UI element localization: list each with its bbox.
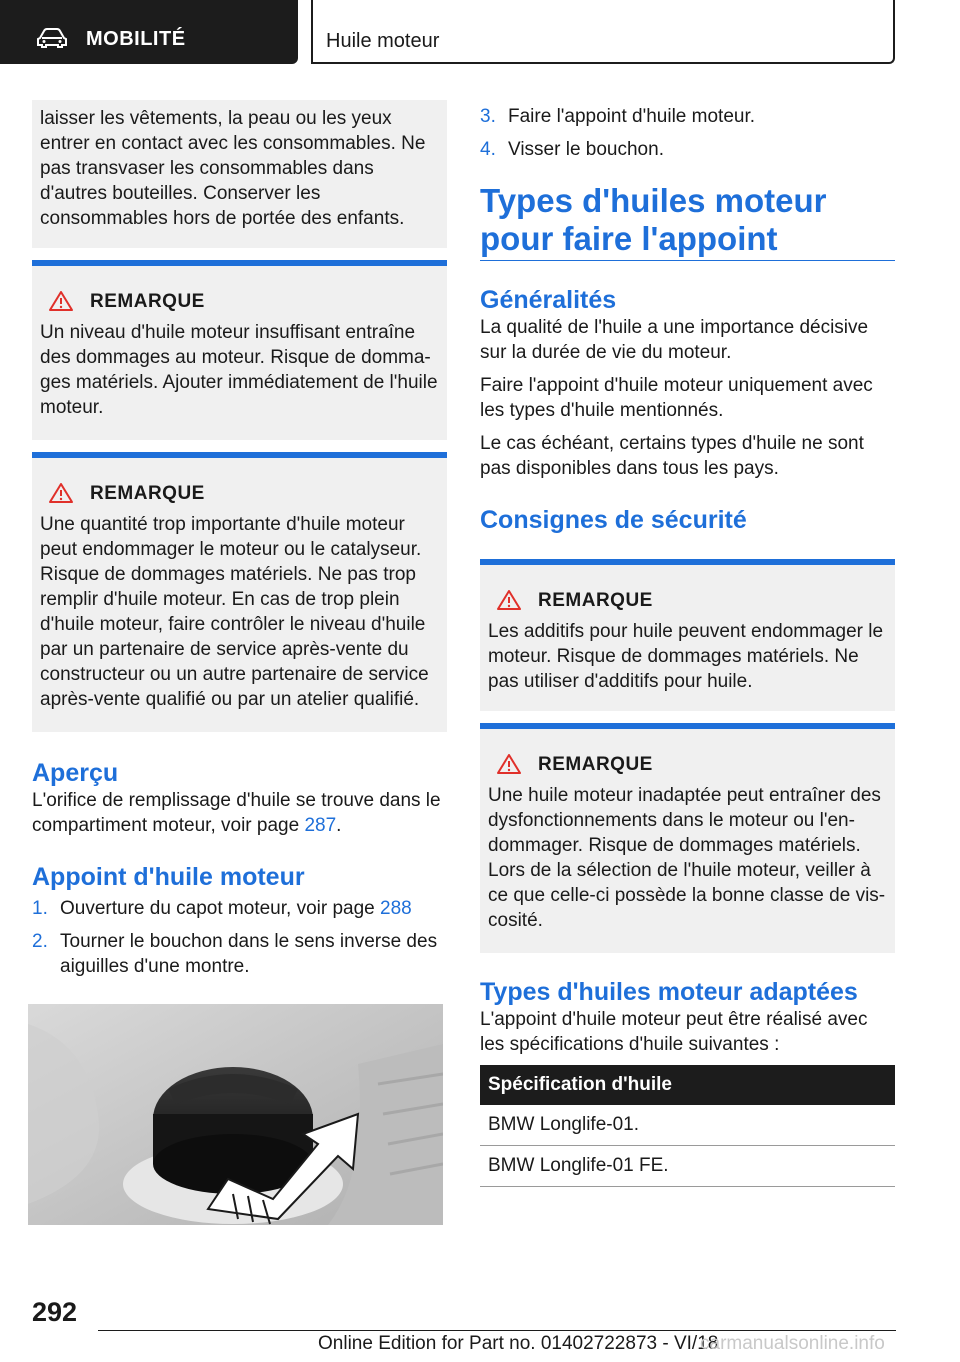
car-icon	[36, 28, 68, 48]
oil-spec-table	[480, 1065, 895, 1187]
step-text: Visser le bouchon.	[508, 139, 664, 160]
intro-box	[32, 100, 447, 248]
apercu-text: L'orifice de remplissage d'huile se trouve dans le compartiment moteur, voir page	[32, 790, 441, 836]
generalites-paragraph-2: Faire l'appoint d'huile moteur uniquement avec les types d'huile mentionnés.	[480, 375, 873, 421]
step-item	[480, 137, 895, 162]
step-text: Faire l'appoint d'huile moteur.	[508, 106, 756, 127]
warning-triangle-icon	[496, 589, 522, 611]
warning-box-1	[32, 260, 447, 440]
warning-text: Un niveau d'huile moteur insuffisant entraîne des dommages au moteur. Risque de domma‐ges matériels. Ajouter immédiatement de l'huile moteur.	[40, 322, 438, 418]
step-number: 1.	[32, 898, 48, 919]
edition-text: Online Edition for Part no. 01402722873 - VI/18	[318, 1333, 719, 1354]
warning-triangle-icon	[48, 482, 74, 504]
appoint-heading: Appoint d'huile moteur	[32, 863, 305, 891]
types-heading: Types d'huiles moteur pour faire l'appoint	[480, 182, 895, 261]
warning-box-2	[32, 452, 447, 732]
warning-title: REMARQUE	[90, 290, 205, 312]
watermark: carmanualsonline.info	[700, 1333, 885, 1354]
consignes-heading: Consignes de sécurité	[480, 506, 747, 534]
generalites-heading: Généralités	[480, 286, 617, 314]
page-title: Huile moteur	[326, 30, 440, 52]
step-text: Ouverture du capot moteur, voir page 288	[60, 898, 412, 919]
apercu-paragraph: L'orifice de remplissage d'huile se trouve dans le compartiment moteur, voir page 287.	[32, 790, 441, 836]
step-number: 4.	[480, 139, 496, 160]
adaptees-paragraph: L'appoint d'huile moteur peut être réalisé avec les spécifications d'huile suivantes :	[480, 1009, 868, 1055]
warning-text: Une quantité trop importante d'huile moteur peut endommager le moteur ou le catalyseur. Risque de dommages matériels. Ne pas trop remplir d'huile moteur. En cas de trop plein d'huile moteur, faire contrôler le niveau d'huile par un partenaire de service après-vente du constructeur ou un autre partenaire de service après-vente qualifié ou par un atelier qualifié.	[40, 514, 429, 710]
warning-box-3	[480, 559, 895, 711]
page-number: 292	[32, 1297, 78, 1327]
section-tab[interactable]	[0, 0, 298, 64]
step-number: 3.	[480, 106, 496, 127]
warning-title: REMARQUE	[90, 482, 205, 504]
step-item	[480, 104, 895, 129]
warning-title: REMARQUE	[538, 589, 653, 611]
table-row: BMW Longlife-01 FE.	[480, 1146, 895, 1187]
step-number: 2.	[32, 931, 48, 952]
step-item	[32, 896, 447, 921]
warning-triangle-icon	[48, 290, 74, 312]
warning-triangle-icon	[496, 753, 522, 775]
warning-box-4	[480, 723, 895, 953]
table-header: Spécification d'huile	[480, 1065, 895, 1105]
generalites-paragraph-3: Le cas échéant, certains types d'huile ne sont pas disponibles dans tous les pays.	[480, 433, 864, 479]
page-link-287[interactable]: 287	[304, 815, 337, 836]
left-column	[32, 100, 447, 979]
oil-cap-illustration	[28, 1004, 443, 1225]
table-row: BMW Longlife-01.	[480, 1105, 895, 1146]
adaptees-heading: Types d'huiles moteur adaptées	[480, 978, 858, 1006]
right-column	[480, 104, 895, 1187]
intro-box-text: laisser les vêtements, la peau ou les yeux entrer en contact avec les consommables. Ne pas transvaser les consommables dans d'autres bouteilles. Conserver les consommables hors de portée des enfants.	[40, 108, 426, 229]
generalites-paragraph-1: La qualité de l'huile a une importance décisive sur la durée de vie du moteur.	[480, 317, 869, 363]
step-text: Tourner le bouchon dans le sens inverse des aiguilles d'une montre.	[60, 931, 438, 977]
step-item	[32, 929, 447, 979]
section-label: MOBILITÉ	[86, 28, 186, 50]
warning-text: Les additifs pour huile peuvent endommager le moteur. Risque de dommages matériels. Ne pas utiliser d'additifs pour huile.	[488, 621, 884, 692]
footer-divider	[98, 1330, 896, 1331]
warning-title: REMARQUE	[538, 753, 653, 775]
warning-text: Une huile moteur inadaptée peut entraîner des dysfonctionnements dans le moteur ou l'en‐dommager. Risque de dommages matériels. Lors de la sélection de l'huile moteur, veiller à ce que celle-ci possède la bonne classe de vis‐cosité.	[488, 785, 886, 931]
page-link-288[interactable]: 288	[380, 898, 412, 919]
apercu-heading: Aperçu	[32, 759, 119, 787]
